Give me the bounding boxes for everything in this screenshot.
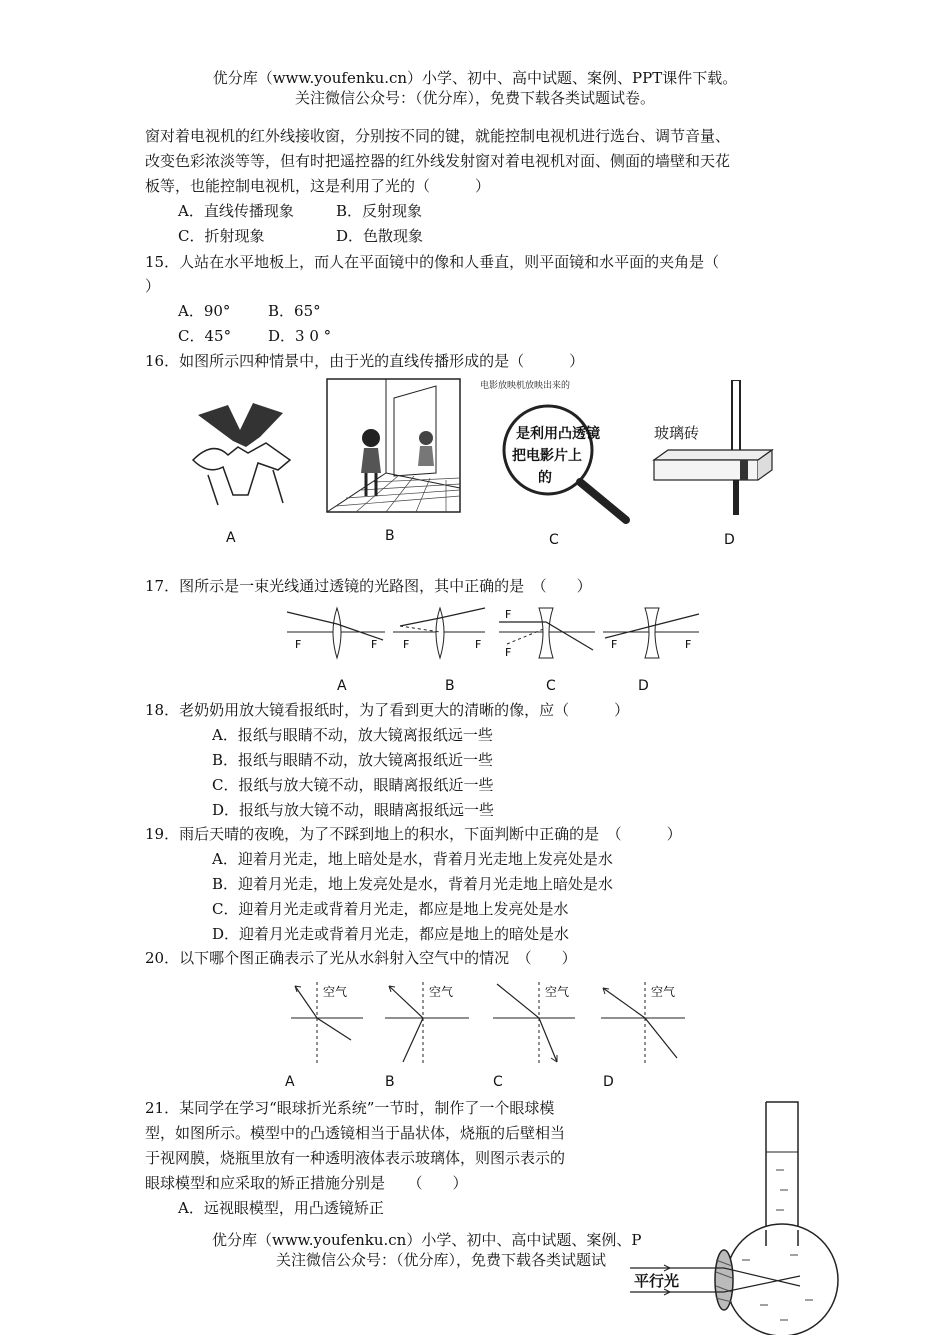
magnifier-handle (580, 482, 626, 520)
q15-line-1: 15．人站在水平地板上，而人在平面镜中的像和人垂直，则平面镜和水平面的夹角是（ (145, 253, 720, 271)
q16-label-b: B (385, 528, 395, 544)
q17-d-focus-left: F (611, 638, 618, 651)
q18-option-d: D．报纸与放大镜不动，眼睛离报纸远一些 (212, 801, 495, 819)
q17-c-focus-bottom: F (505, 646, 512, 659)
q17-d-focus-right: F (685, 638, 692, 651)
intro-line-1: 窗对着电视机的红外线接收窗，分别按不同的键，就能控制电视机进行选台、调节音量、 (145, 127, 731, 145)
q21-line-2: 型，如图所示。模型中的凸透镜相当于晶状体，烧瓶的后壁相当 (145, 1124, 566, 1142)
child-legs (366, 473, 376, 496)
q20-label-b: B (385, 1074, 395, 1090)
q16-figure-d-glass-block (650, 380, 780, 520)
reflection-body (418, 446, 434, 466)
q16-figure-c-magnifier (476, 378, 636, 528)
q16-figure-b-mirror-room (326, 378, 461, 513)
q15-option-a: A．90° (178, 302, 231, 320)
q20-refraction-diagrams (285, 978, 705, 1068)
header-line-2: 关注微信公众号：（优分库），免费下载各类试题试卷。 (294, 89, 655, 107)
q21-figure-eye-model (630, 1100, 845, 1335)
q17-b-focus-left: F (403, 638, 410, 651)
q19-text: 19．雨后天晴的夜晚，为了不踩到地上的积水，下面判断中正确的是 （ ） (145, 825, 682, 843)
intro-line-2: 改变色彩浓淡等等，但有时把遥控器的红外线发射窗对着电视机对面、侧面的墙壁和天花 (145, 152, 731, 170)
glass-top (654, 450, 772, 460)
q17-label-b: B (445, 678, 455, 694)
q16-figure-a-shadow-puppet (178, 385, 308, 515)
q21-line-1: 21．某同学在学习“眼球折光系统”一节时，制作了一个眼球模 (145, 1099, 555, 1117)
q15-option-d: D．3 0 ° (268, 327, 332, 345)
q17-label-a: A (337, 678, 347, 694)
q17-diagram-d (603, 608, 699, 658)
q20-diagram-c (493, 982, 575, 1064)
q17-label-d: D (638, 678, 649, 694)
q18-option-a: A．报纸与眼睛不动，放大镜离报纸远一些 (212, 726, 493, 744)
q20-c-air-label: 空气 (545, 985, 570, 999)
q17-a-focus-left: F (295, 638, 302, 651)
newspaper-line-1: 电影放映机放映出来的 (480, 381, 571, 391)
newspaper-line-3: 把电影片上 (512, 448, 582, 464)
q20-diagram-a (291, 982, 363, 1064)
intro-option-a: A．直线传播现象 (178, 202, 294, 220)
q17-lens-diagrams (285, 600, 705, 670)
q19-option-c: C．迎着月光走或背着月光走，都应是地上发亮处是水 (212, 900, 569, 918)
intro-option-d: D．色散现象 (336, 227, 424, 245)
hand-outline (193, 443, 290, 495)
shadow-bird (198, 403, 283, 447)
pen-upper (732, 380, 740, 460)
q17-a-focus-right: F (371, 638, 378, 651)
q21-line-3: 于视网膜，烧瓶里放有一种透明液体表示玻璃体，则图示表示的 (145, 1149, 566, 1167)
footer-line-2: 关注微信公众号：（优分库），免费下载各类试题试 (276, 1251, 607, 1269)
header-line-1: 优分库（www.youfenku.cn）小学、初中、高中试题、案例、PPT课件下载。 (212, 69, 738, 87)
q19-option-d: D．迎着月光走或背着月光走，都应是地上的暗处是水 (212, 925, 570, 943)
q20-d-air-label: 空气 (651, 985, 676, 999)
q20-a-air-label: 空气 (323, 985, 348, 999)
flask-neck (766, 1102, 798, 1242)
q20-label-a: A (285, 1074, 295, 1090)
child-head (362, 429, 380, 447)
child-body (361, 448, 381, 473)
q17-diagram-a (287, 608, 385, 658)
intro-option-c: C．折射现象 (178, 227, 265, 245)
q19-option-b: B．迎着月光走，地上发亮处是水，背着月光走地上暗处是水 (212, 875, 614, 893)
pen-through-glass (740, 460, 748, 480)
q20-diagram-b (385, 982, 469, 1064)
q20-label-c: C (493, 1074, 503, 1090)
q15-line-2: ） (145, 277, 161, 295)
glass-label: 玻璃砖 (654, 424, 700, 442)
q21-line-4: 眼球模型和应采取的矫正措施分别是 （ ） (145, 1174, 468, 1192)
q16-label-d: D (724, 532, 735, 548)
q20-b-air-label: 空气 (429, 985, 454, 999)
q20-diagram-d (601, 982, 685, 1064)
q16-text: 16．如图所示四种情景中，由于光的直线传播形成的是（ ） (145, 352, 585, 370)
intro-line-3: 板等，也能控制电视机，这是利用了光的（ ） (145, 177, 491, 195)
q18-text: 18．老奶奶用放大镜看报纸时，为了看到更大的清晰的像，应（ ） (145, 701, 630, 719)
arm-lines (208, 470, 283, 505)
q20-text: 20．以下哪个图正确表示了光从水斜射入空气中的情况 （ ） (145, 949, 577, 967)
newspaper-line-2: 是利用凸透镜 (516, 426, 600, 442)
q16-label-c: C (549, 532, 559, 548)
q20-label-d: D (603, 1074, 614, 1090)
q17-label-c: C (546, 678, 556, 694)
q17-diagram-b (393, 608, 485, 658)
convex-lens (715, 1250, 733, 1310)
q17-text: 17．图所示是一束光线通过透镜的光路图，其中正确的是 （ ） (145, 577, 592, 595)
q17-diagram-c (499, 608, 595, 659)
q18-option-c: C．报纸与放大镜不动，眼睛离报纸近一些 (212, 776, 494, 794)
footer-line-1: 优分库（www.youfenku.cn）小学、初中、高中试题、案例、P (212, 1231, 642, 1249)
q16-label-a: A (226, 530, 236, 546)
q15-option-c: C．45° (178, 327, 232, 345)
q19-option-a: A．迎着月光走，地上暗处是水，背着月光走地上发亮处是水 (212, 850, 613, 868)
neck-join (766, 1230, 798, 1246)
q15-option-b: B．65° (268, 302, 321, 320)
q21-option-a: A．远视眼模型，用凸透镜矫正 (178, 1199, 384, 1217)
neck-liquid-marks (776, 1170, 788, 1230)
q17-b-focus-right: F (475, 638, 482, 651)
q18-option-b: B．报纸与眼睛不动，放大镜离报纸近一些 (212, 751, 494, 769)
intro-option-b: B．反射现象 (336, 202, 423, 220)
q17-c-focus-top: F (505, 608, 512, 621)
reflection-head (419, 431, 433, 445)
newspaper-line-4: 的 (538, 470, 552, 486)
parallel-light-label: 平行光 (634, 1272, 680, 1290)
